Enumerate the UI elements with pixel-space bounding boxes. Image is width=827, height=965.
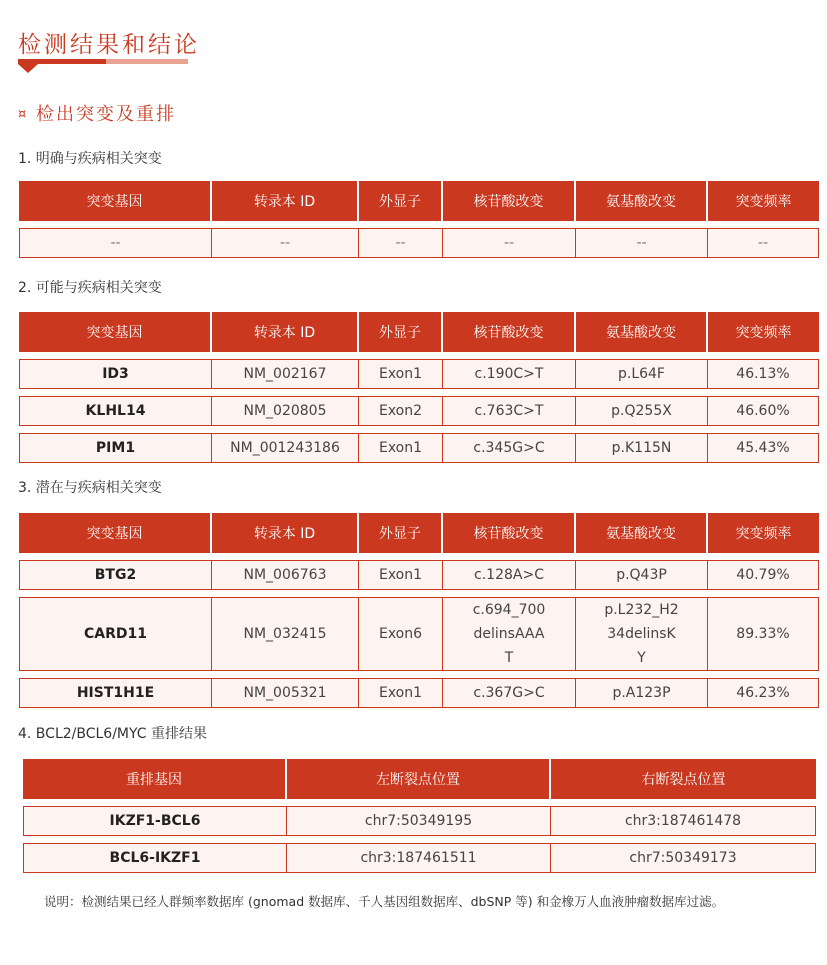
table-cell: -- [19,228,212,258]
section-label-3: 3. 潜在与疾病相关突变 [18,480,162,496]
table-row [19,228,819,258]
column-header: 核苷酸改变 [443,312,576,352]
column-header: 核苷酸改变 [443,513,576,553]
table-cell: Exon6 [359,597,443,671]
table-cell: 46.23% [708,678,819,708]
table-cell: BCL6-IKZF1 [23,843,287,873]
table-possible-mutations [19,305,819,470]
table-cell: HIST1H1E [19,678,212,708]
table-cell: c.190C>T [443,359,576,389]
column-header: 外显子 [359,181,443,221]
table-cell: c.345G>C [443,433,576,463]
table-cell: -- [576,228,708,258]
table-cell: 89.33% [708,597,819,671]
table-cell: chr3:187461511 [287,843,551,873]
column-header: 左断裂点位置 [287,759,551,799]
table-cell: p.Q255X [576,396,708,426]
column-header: 突变频率 [708,312,819,352]
column-header: 突变基因 [19,181,212,221]
table-cell: NM_005321 [212,678,359,708]
table-cell: NM_002167 [212,359,359,389]
table-cell: -- [708,228,819,258]
column-header: 氨基酸改变 [576,312,708,352]
table-cell: Exon1 [359,359,443,389]
table-cell: -- [212,228,359,258]
table-cell: c.367G>C [443,678,576,708]
column-header: 转录本 ID [212,312,359,352]
table-cell: chr3:187461478 [551,806,816,836]
table-potential-mutations [19,506,819,715]
table-cell: 40.79% [708,560,819,590]
title-arrow-marker [18,64,38,73]
column-header: 突变频率 [708,181,819,221]
column-header: 氨基酸改变 [576,513,708,553]
table-cell: KLHL14 [19,396,212,426]
column-header: 突变基因 [19,513,212,553]
table-cell: 46.13% [708,359,819,389]
column-header: 转录本 ID [212,513,359,553]
table-cell: NM_020805 [212,396,359,426]
table-row [19,560,819,590]
column-header: 核苷酸改变 [443,181,576,221]
table-cell: p.L232_H2 34delinsK Y [576,597,708,671]
table-cell: p.A123P [576,678,708,708]
table-cell: Exon1 [359,678,443,708]
table-row [19,433,819,463]
column-header: 外显子 [359,312,443,352]
table-cell: -- [443,228,576,258]
subheading-text: 检出突变及重排 [36,104,176,125]
column-header: 氨基酸改变 [576,181,708,221]
section-label-1: 1. 明确与疾病相关突变 [18,151,162,167]
column-header: 右断裂点位置 [551,759,816,799]
table-cell: Exon1 [359,433,443,463]
table-cell: p.Q43P [576,560,708,590]
table-cell: 45.43% [708,433,819,463]
table-cell: NM_001243186 [212,433,359,463]
column-header: 重排基因 [23,759,287,799]
table-cell: NM_032415 [212,597,359,671]
table-cell: NM_006763 [212,560,359,590]
table-cell: -- [359,228,443,258]
section-label-4: 4. BCL2/BCL6/MYC 重排结果 [18,726,208,742]
column-header: 突变频率 [708,513,819,553]
table-row [19,359,819,389]
table-cell: Exon1 [359,560,443,590]
table-row [19,396,819,426]
section-label-2: 2. 可能与疾病相关突变 [18,280,162,296]
table-row [19,678,819,708]
table-cell: p.K115N [576,433,708,463]
table-cell: CARD11 [19,597,212,671]
table-cell: c.694_700 delinsAAA T [443,597,576,671]
table-definite-mutations [19,174,819,265]
column-header: 外显子 [359,513,443,553]
table-cell: PIM1 [19,433,212,463]
table-row [19,597,819,671]
page-title: 检测结果和结论 [18,32,200,58]
table-cell: p.L64F [576,359,708,389]
double-chevron-icon: ¤ [18,107,29,122]
table-cell: chr7:50349195 [287,806,551,836]
table-cell: chr7:50349173 [551,843,816,873]
table-row [23,806,816,836]
footnote: 说明：检测结果已经人群频率数据库 (gnomad 数据库、千人基因组数据库、dbSNP 等) 和金橡万人血液肿瘤数据库过滤。 [44,894,725,909]
table-cell: 46.60% [708,396,819,426]
column-header: 突变基因 [19,312,212,352]
table-cell: c.128A>C [443,560,576,590]
table-cell: ID3 [19,359,212,389]
section-subheading [18,100,176,126]
table-row [23,843,816,873]
table-cell: Exon2 [359,396,443,426]
column-header: 转录本 ID [212,181,359,221]
table-cell: IKZF1-BCL6 [23,806,287,836]
table-cell: c.763C>T [443,396,576,426]
table-rearrangements [23,752,816,880]
table-cell: BTG2 [19,560,212,590]
